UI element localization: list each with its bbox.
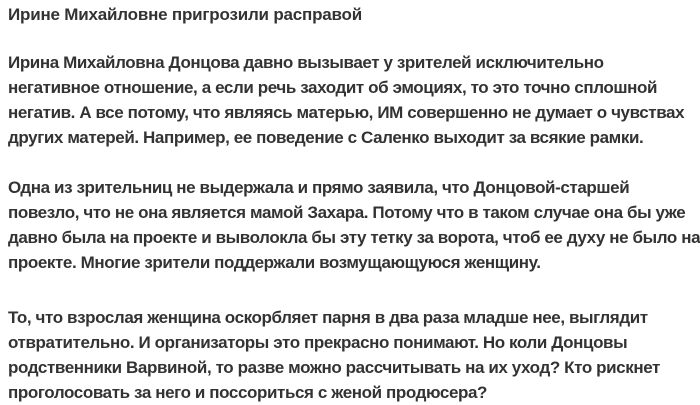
- paragraph-line: отвратительно. И организаторы это прекрасно понимают. Но коли Донцовы: [8, 333, 628, 352]
- paragraph-line: проекте. Многие зрители поддержали возмущающуюся женщину.: [8, 253, 541, 272]
- paragraph-line: родственники Варвиной, то разве можно рассчитывать на их уход? Кто рискнет: [8, 358, 660, 377]
- paragraph-line: других матерей. Например, ее поведение с Саленко выходит за всякие рамки.: [8, 128, 644, 147]
- article-paragraph: [8, 50, 692, 150]
- article-paragraph: [8, 305, 692, 405]
- paragraph-line: проголосовать за него и поссориться с женой продюсера?: [8, 383, 488, 402]
- paragraph-line: негативное отношение, а если речь заходит об эмоциях, то это точно сплошной: [8, 78, 658, 97]
- paragraph-line: негатив. А все потому, что являясь матерью, ИМ совершенно не думает о чувствах: [8, 103, 685, 122]
- article-body: [8, 2, 700, 405]
- paragraph-line: Одна из зрительниц не выдержала и прямо заявила, что Донцовой-старшей: [8, 178, 630, 197]
- article-title: Ирине Михайловне пригрозили расправой: [8, 5, 362, 24]
- article-paragraph: [8, 175, 700, 275]
- paragraph-line: повезло, что не она является мамой Захара. Потому что в таком случае она бы уже: [8, 203, 686, 222]
- paragraph-line: давно была на проекте и выволокла бы эту тетку за ворота, чтоб ее духу не было на: [8, 228, 700, 247]
- paragraph-line: Ирина Михайловна Донцова давно вызывает у зрителей исключительно: [8, 53, 604, 72]
- paragraph-line: То, что взрослая женщина оскорбляет парня в два раза младше нее, выглядит: [8, 308, 648, 327]
